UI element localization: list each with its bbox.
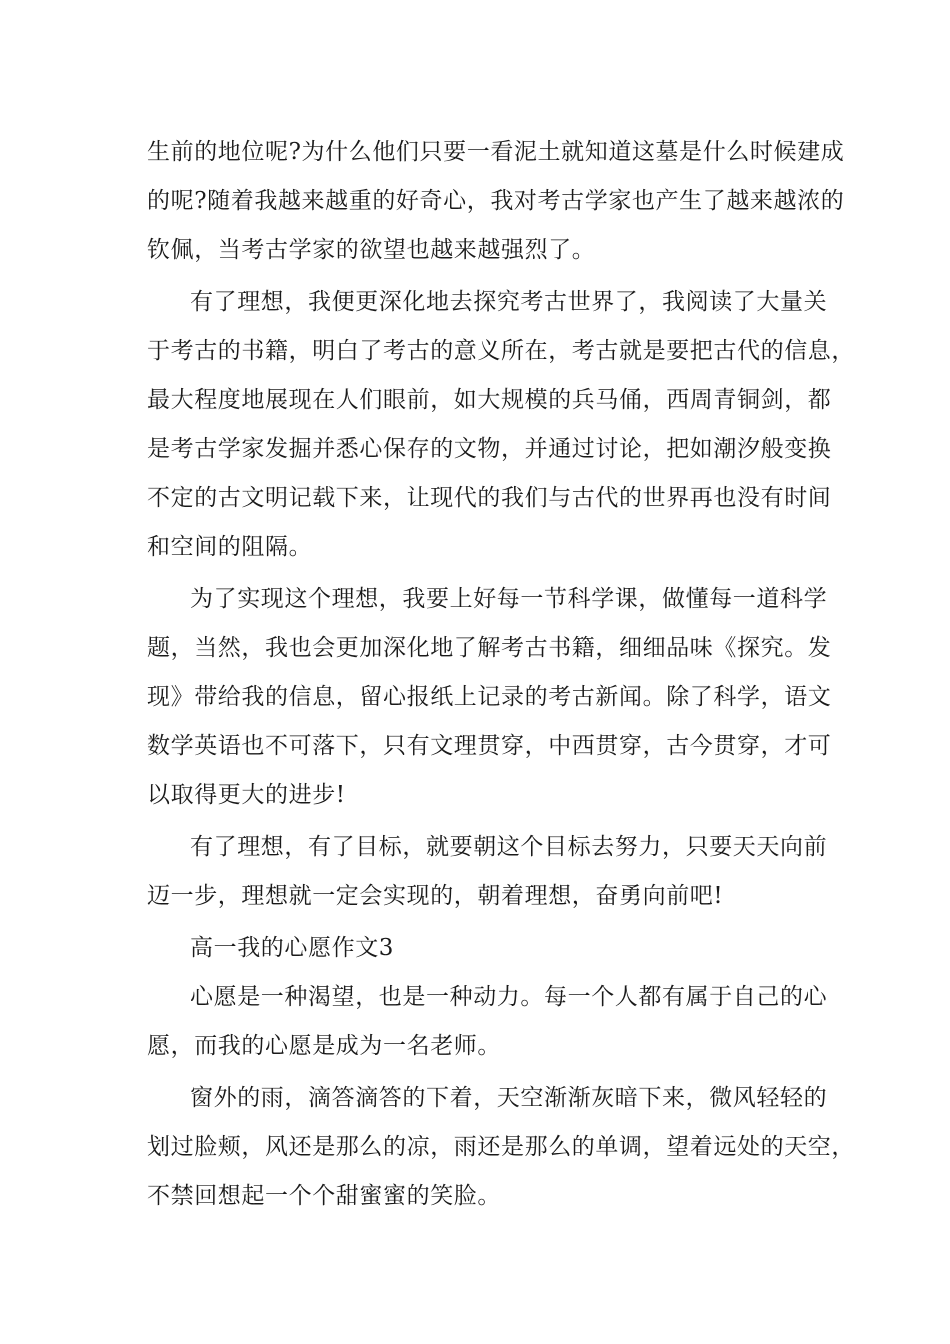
paragraph-line: 划过脸颊，风还是那么的凉，雨还是那么的单调，望着远处的天空，: [147, 1134, 855, 1160]
paragraph-line: 有了理想，我便更深化地去探究考古世界了，我阅读了大量关: [190, 289, 828, 315]
paragraph-line: 最大程度地展现在人们眼前，如大规模的兵马俑，西周青铜剑，都: [147, 387, 832, 413]
paragraph-line: 的呢?随着我越来越重的好奇心，我对考古学家也产生了越来越浓的: [147, 188, 845, 214]
paragraph-line: 为了实现这个理想，我要上好每一节科学课，做懂每一道科学: [190, 586, 828, 612]
paragraph-line: 愿，而我的心愿是成为一名老师。: [147, 1033, 501, 1059]
section-title: 高一我的心愿作文3: [190, 935, 395, 961]
paragraph-line: 有了理想，有了目标，就要朝这个目标去努力，只要天天向前: [190, 834, 828, 860]
paragraph-line: 钦佩，当考古学家的欲望也越来越强烈了。: [147, 237, 596, 263]
paragraph-line: 窗外的雨，滴答滴答的下着，天空渐渐灰暗下来，微风轻轻的: [190, 1085, 828, 1111]
paragraph-line: 是考古学家发掘并悉心保存的文物，并通过讨论，把如潮汐般变换: [147, 436, 832, 462]
paragraph-line: 生前的地位呢?为什么他们只要一看泥土就知道这墓是什么时候建成: [147, 139, 845, 165]
paragraph-line: 不禁回想起一个个甜蜜蜜的笑脸。: [147, 1183, 501, 1209]
paragraph-line: 数学英语也不可落下，只有文理贯穿，中西贯穿，古今贯穿，才可: [147, 733, 832, 759]
paragraph-line: 不定的古文明记载下来，让现代的我们与古代的世界再也没有时间: [147, 485, 832, 511]
paragraph-line: 以取得更大的进步!: [147, 782, 346, 808]
paragraph-line: 于考古的书籍，明白了考古的意义所在，考古就是要把古代的信息，: [147, 338, 855, 364]
paragraph-line: 和空间的阻隔。: [147, 534, 313, 560]
paragraph-line: 现》带给我的信息，留心报纸上记录的考古新闻。除了科学，语文: [147, 684, 832, 710]
paragraph-line: 心愿是一种渴望，也是一种动力。每一个人都有属于自己的心: [190, 984, 828, 1010]
paragraph-line: 题，当然，我也会更加深化地了解考古书籍，细细品味《探究。发: [147, 635, 832, 661]
paragraph-line: 迈一步，理想就一定会实现的，朝着理想，奋勇向前吧!: [147, 883, 724, 909]
